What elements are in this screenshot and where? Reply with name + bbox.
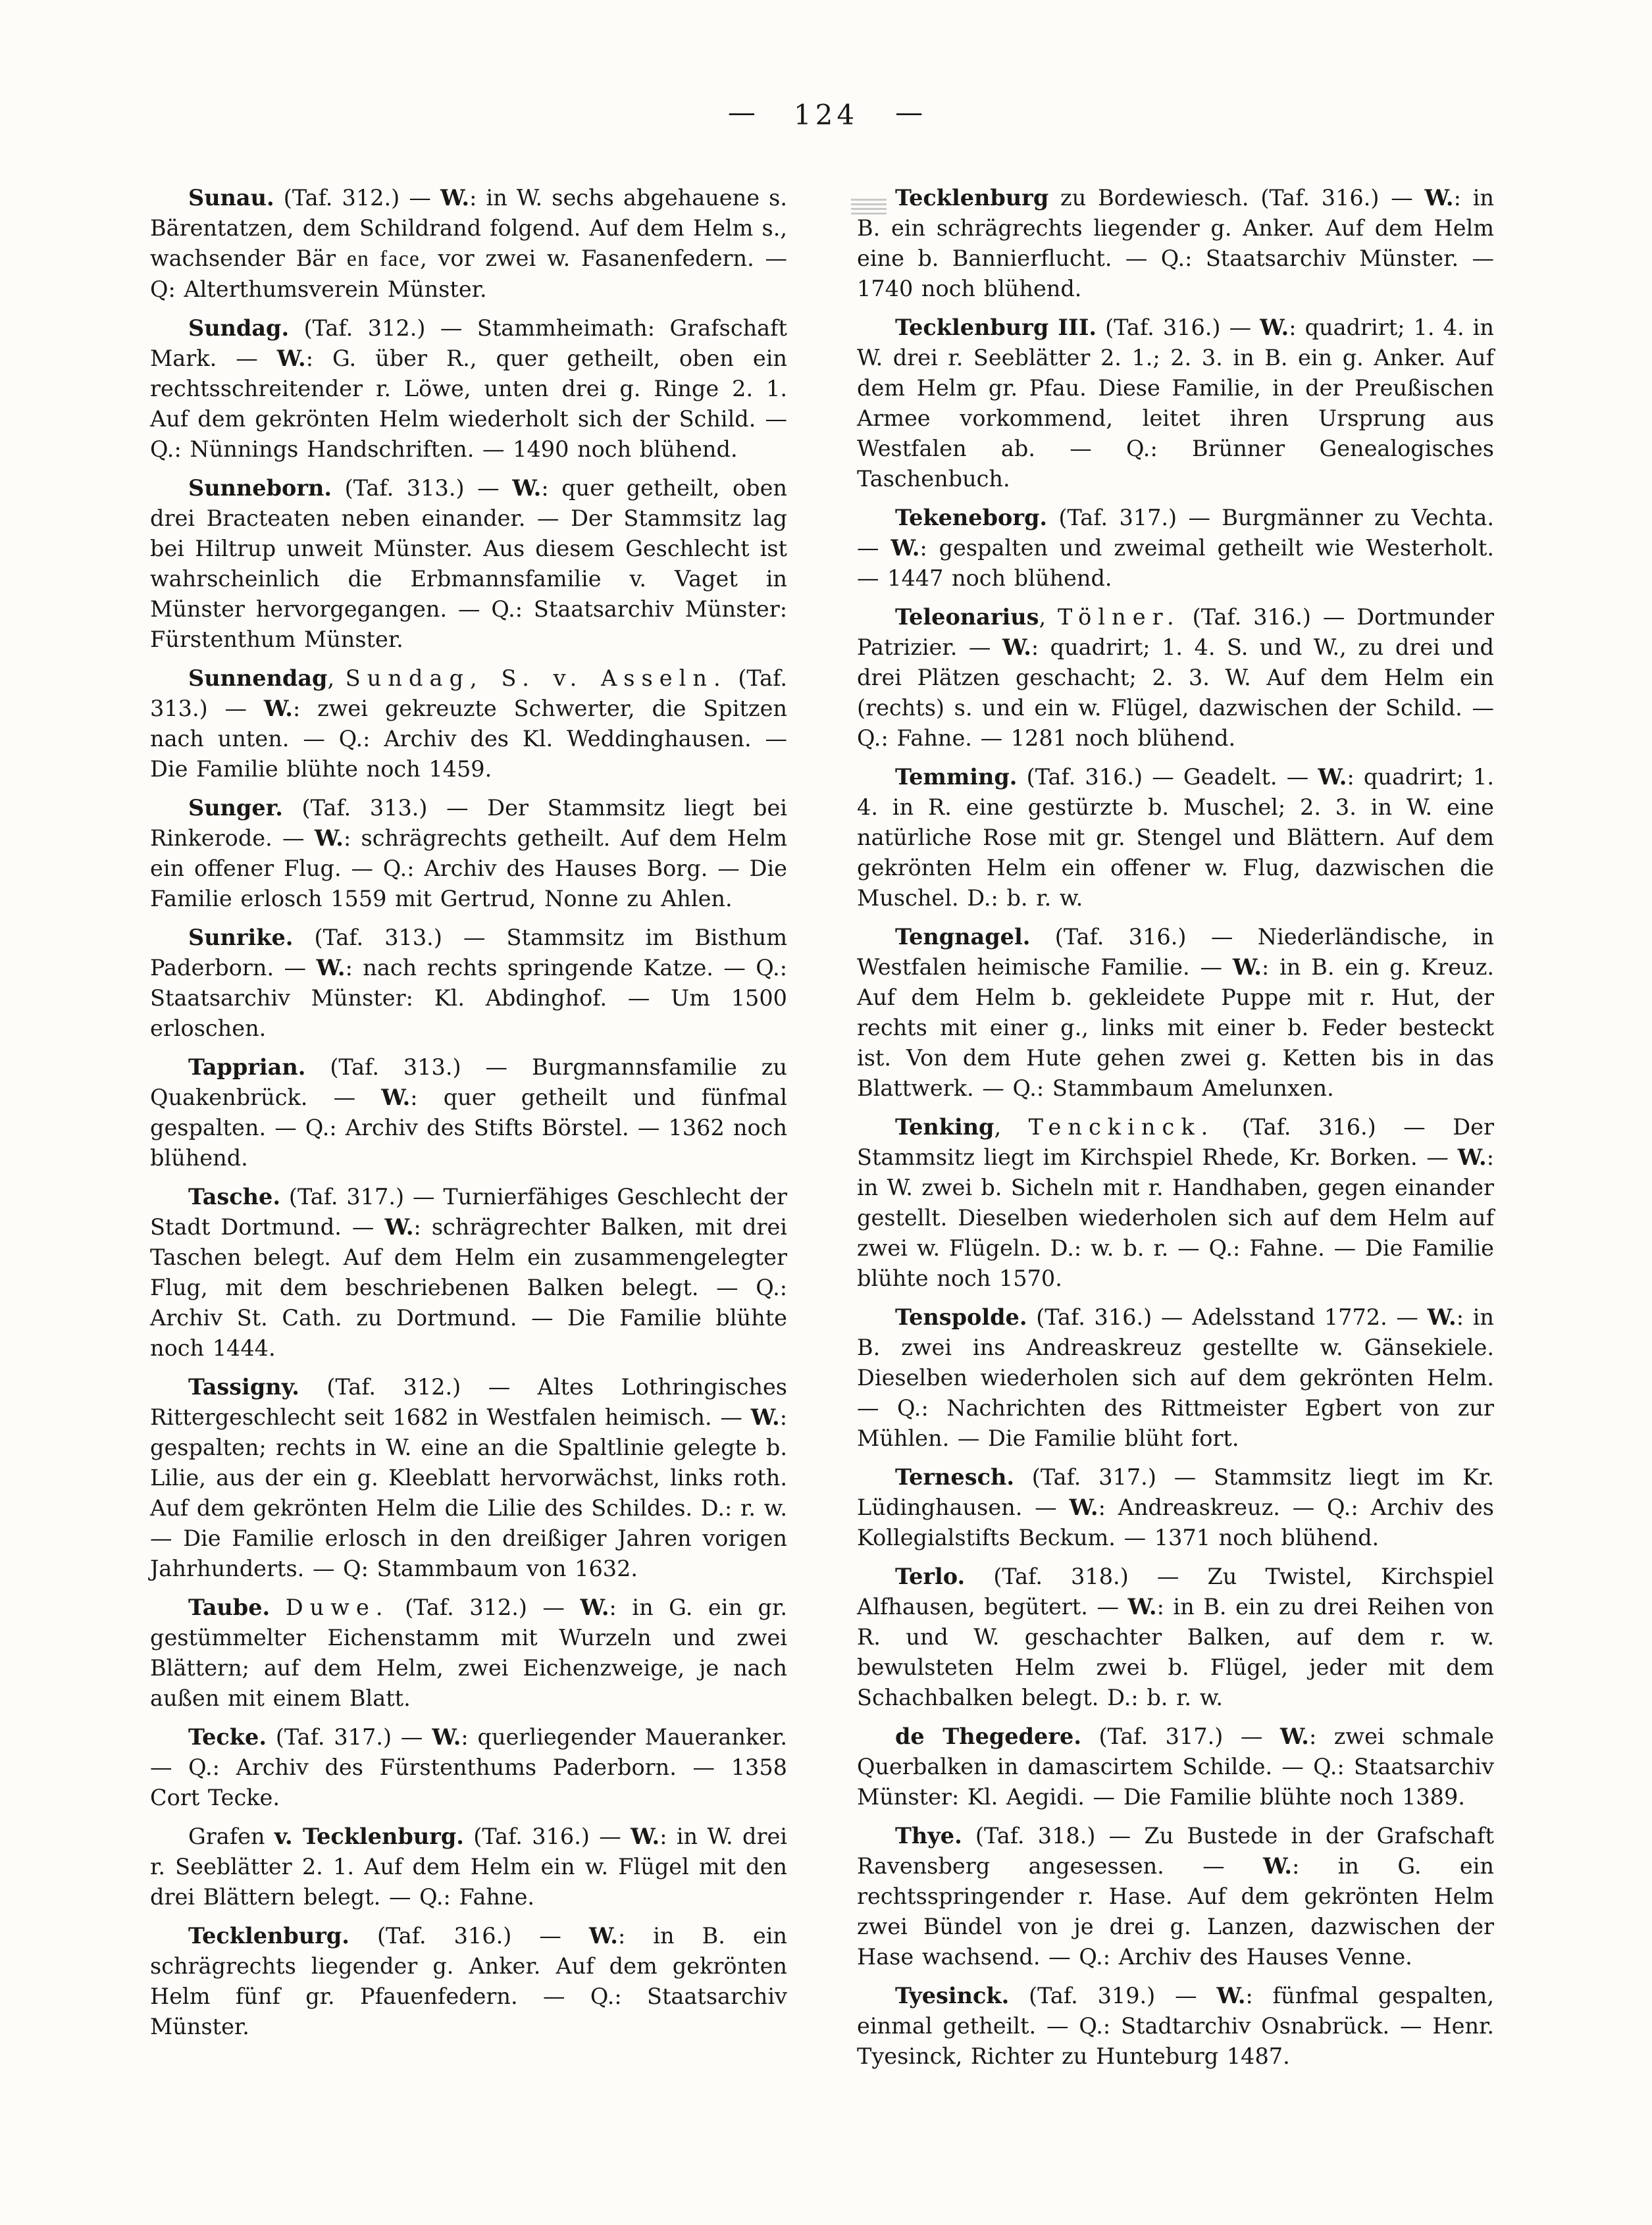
entry-text: (Taf. 316.) — bbox=[349, 1923, 589, 1949]
entry-text: : gespalten und zweimal getheilt wie Westerholt. — 1447 noch blühend. bbox=[857, 535, 1494, 591]
entry-emphasis: Sundag. bbox=[188, 315, 290, 341]
text-columns bbox=[150, 183, 1498, 2080]
entry-text: : gespalten; rechts in W. eine an die Spaltlinie gelegte b. Lilie, aus der ein g. Kleeblatt hervorwächst, links roth. Auf dem gekrönten Helm die Lilie des Schildes. D.: r. w. — Die Familie erlosch in den dreißiger Jahren vorigen Jahrhunderts. — Q: Stammbaum von 1632. bbox=[150, 1404, 787, 1581]
entry-text: (Taf. 313.) — bbox=[150, 665, 787, 721]
entry-emphasis: de Thegedere. bbox=[895, 1724, 1081, 1749]
entry-emphasis: Taube. bbox=[188, 1595, 271, 1620]
entry-text: : quer getheilt, oben drei Bracteaten neben einander. — Der Stammsitz lag bei Hiltrup unweit Münster. Aus diesem Geschlecht ist wahrscheinlich die Erbmannsfamilie v. Vaget in Münster hervorgegangen. — Q.: Staatsarchiv Münster: Fürstenthum Münster. bbox=[150, 475, 787, 652]
page-header bbox=[0, 96, 1652, 131]
entry-text: (Taf. 317.) — Burgmänner zu Vechta. — bbox=[857, 505, 1494, 561]
entry-text: : in W. zwei b. Sicheln mit r. Handhaben, gegen einander gestellt. Dieselben wiederholen sich auf dem Helm auf zwei w. Flügeln. D.: w. b. r. — Q.: Fahne. — Die Familie blühte noch 1570. bbox=[857, 1144, 1494, 1291]
lexicon-entry bbox=[857, 503, 1494, 594]
entry-text: : schrägrechter Balken, mit drei Taschen belegt. Auf dem Helm ein zusammengelegter Flug, mit dem beschriebenen Balken belegt. — Q.: Archiv St. Cath. zu Dortmund. — Die Familie blühte noch 1444. bbox=[150, 1214, 787, 1361]
header-dash-left: — bbox=[727, 96, 757, 128]
entry-emphasis: W. bbox=[314, 825, 344, 851]
entry-emphasis: Tapprian. bbox=[188, 1054, 306, 1080]
entry-emphasis: Tekeneborg. bbox=[895, 505, 1048, 530]
entry-text: : quer getheilt und fünfmal gespalten. — Q.: Archiv des Stifts Börstel. — 1362 noch blühend. bbox=[150, 1085, 787, 1171]
lexicon-entry bbox=[150, 473, 787, 655]
entry-emphasis: Tecklenburg III. bbox=[895, 315, 1097, 340]
entry-text: : quadrirt; 1. 4. in R. eine gestürzte b. Muschel; 2. 3. in W. eine natürliche Rose mit gr. Stengel und Blättern. Auf dem gekrönten Helm ein offener w. Flug, dazwischen die Muschel. D.: b. r. w. bbox=[857, 764, 1494, 911]
entry-emphasis: Sunneborn. bbox=[188, 475, 332, 501]
entry-emphasis: W. bbox=[440, 185, 470, 211]
lexicon-entry bbox=[857, 1981, 1494, 2072]
entry-text: en face bbox=[346, 247, 421, 271]
entry-emphasis: Teleonarius bbox=[895, 604, 1039, 630]
entry-text: : in G. ein rechtsspringender r. Hase. Auf dem gekrönten Helm zwei Bündel von je drei g. Lanzen, dazwischen der Hase wachsend. — Q.: Archiv des Hauses Venne. bbox=[857, 1853, 1494, 1970]
entry-emphasis: W. bbox=[750, 1404, 780, 1430]
entry-text: : in B. zwei ins Andreaskreuz gestellte w. Gänsekiele. Dieselben wiederholen sich auf dem gekrönten Helm. — Q.: Nachrichten des Rittmeister Egbert von zur Mühlen. — Die Familie blüht fort. bbox=[857, 1304, 1494, 1451]
entry-spaced-name: Sundag, S. v. Asseln. bbox=[345, 665, 727, 691]
entry-text: : in W. sechs abgehauene s. Bärentatzen, dem Schildrand folgend. Auf dem Helm s., wachsender Bär bbox=[150, 185, 787, 271]
entry-emphasis: W. bbox=[381, 1085, 411, 1110]
entry-spaced-name: Tenckinck. bbox=[1028, 1114, 1215, 1140]
entry-text: (Taf. 312.) — Stammheimath: Grafschaft Mark. — bbox=[150, 315, 787, 371]
lexicon-entry bbox=[150, 313, 787, 465]
lexicon-entry bbox=[857, 1462, 1494, 1553]
entry-text: Grafen bbox=[188, 1824, 274, 1849]
entry-text: (Taf. 317.) — bbox=[266, 1724, 432, 1750]
lexicon-entry bbox=[150, 1182, 787, 1364]
entry-emphasis: W. bbox=[1318, 764, 1347, 790]
entry-spaced-name: Duwe. bbox=[285, 1595, 390, 1620]
entry-text: : quadrirt; 1. 4. S. und W., zu drei und drei Plätzen geschacht; 2. 3. W. Auf dem Helm ein (rechts) s. und ein w. Flügel, dazwischen der Schild. — Q.: Fahne. — 1281 noch blühend. bbox=[857, 634, 1495, 751]
entry-text: (Taf. 313.) — bbox=[332, 475, 513, 501]
entry-emphasis: Tyesinck. bbox=[895, 1983, 1010, 2008]
lexicon-entry bbox=[150, 923, 787, 1044]
header-dash-right: — bbox=[895, 96, 925, 128]
lexicon-entry bbox=[150, 663, 787, 784]
lexicon-entry bbox=[150, 1822, 787, 1912]
entry-emphasis: Tecke. bbox=[188, 1724, 267, 1750]
entry-emphasis: W. bbox=[512, 475, 542, 501]
entry-emphasis: Tengnagel. bbox=[895, 924, 1031, 950]
entry-text: , bbox=[327, 665, 346, 691]
entry-text: : fünfmal gespalten, einmal getheilt. — Q.: Stadtarchiv Osnabrück. — Henr. Tyesinck, Richter zu Hunteburg 1487. bbox=[857, 1983, 1494, 2069]
entry-text: : in B. ein schrägrechts liegender g. Anker. Auf dem Helm eine b. Bannierflucht. — Q.: Staatsarchiv Münster. — 1740 noch blühend. bbox=[857, 185, 1494, 301]
entry-text bbox=[270, 1595, 286, 1620]
entry-emphasis: W. bbox=[1002, 634, 1031, 660]
entry-emphasis: Sunnendag bbox=[188, 665, 328, 691]
entry-emphasis: W. bbox=[1069, 1495, 1098, 1520]
entry-spaced-name: Tölner. bbox=[1058, 604, 1181, 630]
entry-text: , vor zwei w. Fasanenfedern. — Q: Alterthumsverein Münster. bbox=[150, 245, 788, 302]
entry-text: (Taf. 319.) — bbox=[1009, 1983, 1217, 2008]
lexicon-entry bbox=[857, 1722, 1494, 1812]
lexicon-entry bbox=[857, 1112, 1494, 1294]
entry-text: (Taf. 318.) — Zu Bustede in der Grafschaft Ravensberg angesessen. — bbox=[857, 1823, 1494, 1879]
entry-text: : nach rechts springende Katze. — Q.: Staatsarchiv Münster: Kl. Abdinghof. — Um 1500 erloschen. bbox=[150, 955, 787, 1041]
entry-emphasis: Tecklenburg. bbox=[188, 1923, 349, 1949]
entry-text: : in W. drei r. Seeblätter 2. 1. Auf dem Helm ein w. Flügel mit den drei Blättern belegt. — Q.: Fahne. bbox=[150, 1824, 788, 1910]
lexicon-entry bbox=[857, 183, 1494, 304]
entry-emphasis: W. bbox=[263, 696, 293, 721]
lexicon-entry bbox=[150, 183, 787, 305]
lexicon-entry bbox=[150, 1921, 787, 2042]
entry-emphasis: W. bbox=[588, 1923, 618, 1949]
entry-emphasis: W. bbox=[432, 1724, 461, 1750]
entry-text: zu Bordewiesch. (Taf. 316.) — bbox=[1048, 185, 1425, 211]
entry-emphasis: W. bbox=[1263, 1853, 1293, 1879]
entry-text: (Taf. 316.) — bbox=[463, 1824, 631, 1849]
entry-text: : quadrirt; 1. 4. in W. drei r. Seeblätter 2. 1.; 2. 3. in B. ein g. Anker. Auf dem Helm gr. Pfau. Diese Familie, in der Preußischen Armee vorkommend, leitet ihren Ursprung aus Westfalen ab. — Q.: Brünner Genealogisches Taschenbuch. bbox=[857, 315, 1494, 492]
entry-text: (Taf. 317.) — Stammsitz liegt im Kr. Lüdinghausen. — bbox=[857, 1464, 1494, 1520]
entry-emphasis: Terlo. bbox=[895, 1564, 966, 1589]
page-number: 124 bbox=[793, 99, 859, 131]
lexicon-entry bbox=[857, 1821, 1494, 1972]
entry-text: : in B. ein schrägrechts liegender g. Anker. Auf dem gekrönten Helm fünf gr. Pfauenfedern. — Q.: Staatsarchiv Münster. bbox=[150, 1923, 787, 2039]
entry-emphasis: W. bbox=[276, 345, 306, 371]
entry-emphasis: Tecklenburg bbox=[895, 185, 1049, 211]
entry-text: : querliegender Maueranker. — Q.: Archiv des Fürstenthums Paderborn. — 1358 Cort Tecke. bbox=[150, 1724, 787, 1810]
lexicon-entry bbox=[857, 922, 1494, 1104]
entry-emphasis: Thye. bbox=[895, 1823, 962, 1849]
entry-emphasis: W. bbox=[631, 1824, 660, 1849]
entry-text: : Andreaskreuz. — Q.: Archiv des Kollegialstifts Beckum. — 1371 noch blühend. bbox=[857, 1495, 1494, 1550]
entry-emphasis: Sunger. bbox=[188, 795, 283, 821]
entry-emphasis: W. bbox=[1279, 1724, 1309, 1749]
column-left bbox=[150, 183, 787, 2080]
entry-text: : zwei schmale Querbalken in damascirtem Schilde. — Q.: Staatsarchiv Münster: Kl. Aegidi. — Die Familie blühte noch 1389. bbox=[857, 1724, 1494, 1810]
entry-emphasis: Ternesch. bbox=[895, 1464, 1014, 1490]
entry-text: : in G. ein gr. gestümmelter Eichenstamm mit Wurzeln und zwei Blättern; auf dem Helm, zwei Eichenzweige, je nach außen mit einem Blatt. bbox=[150, 1595, 787, 1711]
entry-emphasis: Tasche. bbox=[188, 1184, 281, 1210]
entry-text: (Taf. 312.) — Altes Lothringisches Rittergeschlecht seit 1682 in Westfalen heimisch. — bbox=[150, 1374, 787, 1430]
entry-emphasis: W. bbox=[1232, 954, 1262, 980]
entry-emphasis: W. bbox=[316, 955, 346, 981]
entry-text: : G. über R., quer getheilt, oben ein rechtsschreitender r. Löwe, unten drei g. Ringe 2. 1. Auf dem gekrönten Helm wiederholt sich der Schild. — Q.: Nünnings Handschriften. — 1490 noch blühend. bbox=[150, 345, 787, 462]
entry-text: (Taf. 316.) — Der Stammsitz liegt im Kirchspiel Rhede, Kr. Borken. — bbox=[857, 1114, 1494, 1170]
entry-text: (Taf. 312.) — bbox=[389, 1595, 581, 1620]
lexicon-entry bbox=[857, 1562, 1494, 1713]
entry-text: : schrägrechts getheilt. Auf dem Helm ein offener Flug. — Q.: Archiv des Hauses Borg. — Die Familie erlosch 1559 mit Gertrud, Nonne zu Ahlen. bbox=[150, 825, 787, 911]
lexicon-entry bbox=[150, 793, 787, 914]
entry-emphasis: Tenking bbox=[895, 1114, 994, 1140]
entry-emphasis: Sunrike. bbox=[188, 925, 294, 950]
entry-emphasis: v. Tecklenburg. bbox=[274, 1824, 464, 1849]
entry-emphasis: W. bbox=[1427, 1304, 1457, 1330]
entry-emphasis: W. bbox=[1457, 1144, 1487, 1170]
entry-emphasis: W. bbox=[891, 535, 920, 561]
lexicon-entry bbox=[857, 313, 1494, 494]
entry-text: (Taf. 316.) — Adelsstand 1772. — bbox=[1027, 1304, 1428, 1330]
entry-emphasis: Temming. bbox=[895, 764, 1018, 790]
entry-text: (Taf. 313.) — Der Stammsitz liegt bei Rinkerode. — bbox=[150, 795, 787, 851]
entry-emphasis: W. bbox=[1424, 185, 1454, 211]
entry-emphasis: W. bbox=[1216, 1983, 1246, 2008]
entry-text: , bbox=[1039, 604, 1058, 630]
entry-text: (Taf. 317.) — Turnierfähiges Geschlecht der Stadt Dortmund. — bbox=[150, 1184, 787, 1240]
entry-text: , bbox=[994, 1114, 1029, 1140]
lexicon-entry bbox=[150, 1593, 787, 1714]
entry-text: (Taf. 316.) — bbox=[1097, 315, 1260, 340]
entry-text: : in B. ein zu drei Reihen von R. und W. geschachter Balken, auf dem r. w. bewulsteten Helm zwei b. Flügel, jeder mit dem Schachbalken belegt. D.: b. r. w. bbox=[857, 1594, 1494, 1710]
entry-text: (Taf. 316.) — Dortmunder Patrizier. — bbox=[857, 604, 1494, 660]
lexicon-entry bbox=[857, 762, 1494, 913]
column-right bbox=[857, 183, 1494, 2080]
entry-text: (Taf. 313.) — Stammsitz im Bisthum Paderborn. — bbox=[150, 925, 787, 981]
entry-emphasis: Tassigny. bbox=[188, 1374, 299, 1400]
entry-emphasis: W. bbox=[580, 1595, 609, 1620]
entry-text: (Taf. 316.) — Niederländische, in Westfalen heimische Familie. — bbox=[857, 924, 1494, 980]
entry-text: (Taf. 318.) — Zu Twistel, Kirchspiel Alfhausen, begütert. — bbox=[857, 1564, 1494, 1620]
entry-emphasis: Sunau. bbox=[188, 185, 274, 211]
entry-emphasis: Tenspolde. bbox=[895, 1304, 1027, 1330]
lexicon-entry bbox=[150, 1722, 787, 1813]
entry-text: (Taf. 313.) — Burgmannsfamilie zu Quakenbrück. — bbox=[150, 1054, 787, 1110]
entry-emphasis: W. bbox=[1260, 315, 1289, 340]
entry-text: : zwei gekreuzte Schwerter, die Spitzen nach unten. — Q.: Archiv des Kl. Weddinghausen. — Die Familie blühte noch 1459. bbox=[150, 696, 787, 782]
entry-emphasis: W. bbox=[1127, 1594, 1157, 1620]
entry-text: : in B. ein g. Kreuz. Auf dem Helm b. gekleidete Puppe mit r. Hut, der rechts mit einer g., links mit einer b. Feder besteckt ist. Von dem Hute gehen zwei g. Ketten bis in das Blattwerk. — Q.: Stammbaum Amelunxen. bbox=[857, 954, 1494, 1101]
entry-text: (Taf. 317.) — bbox=[1081, 1724, 1280, 1749]
entry-emphasis: W. bbox=[384, 1214, 414, 1240]
lexicon-entry bbox=[150, 1052, 787, 1173]
lexicon-entry bbox=[150, 1372, 787, 1584]
entry-text: (Taf. 312.) — bbox=[274, 185, 440, 211]
lexicon-entry bbox=[857, 1302, 1494, 1454]
lexicon-entry bbox=[857, 602, 1494, 754]
entry-text: (Taf. 316.) — Geadelt. — bbox=[1017, 764, 1318, 790]
